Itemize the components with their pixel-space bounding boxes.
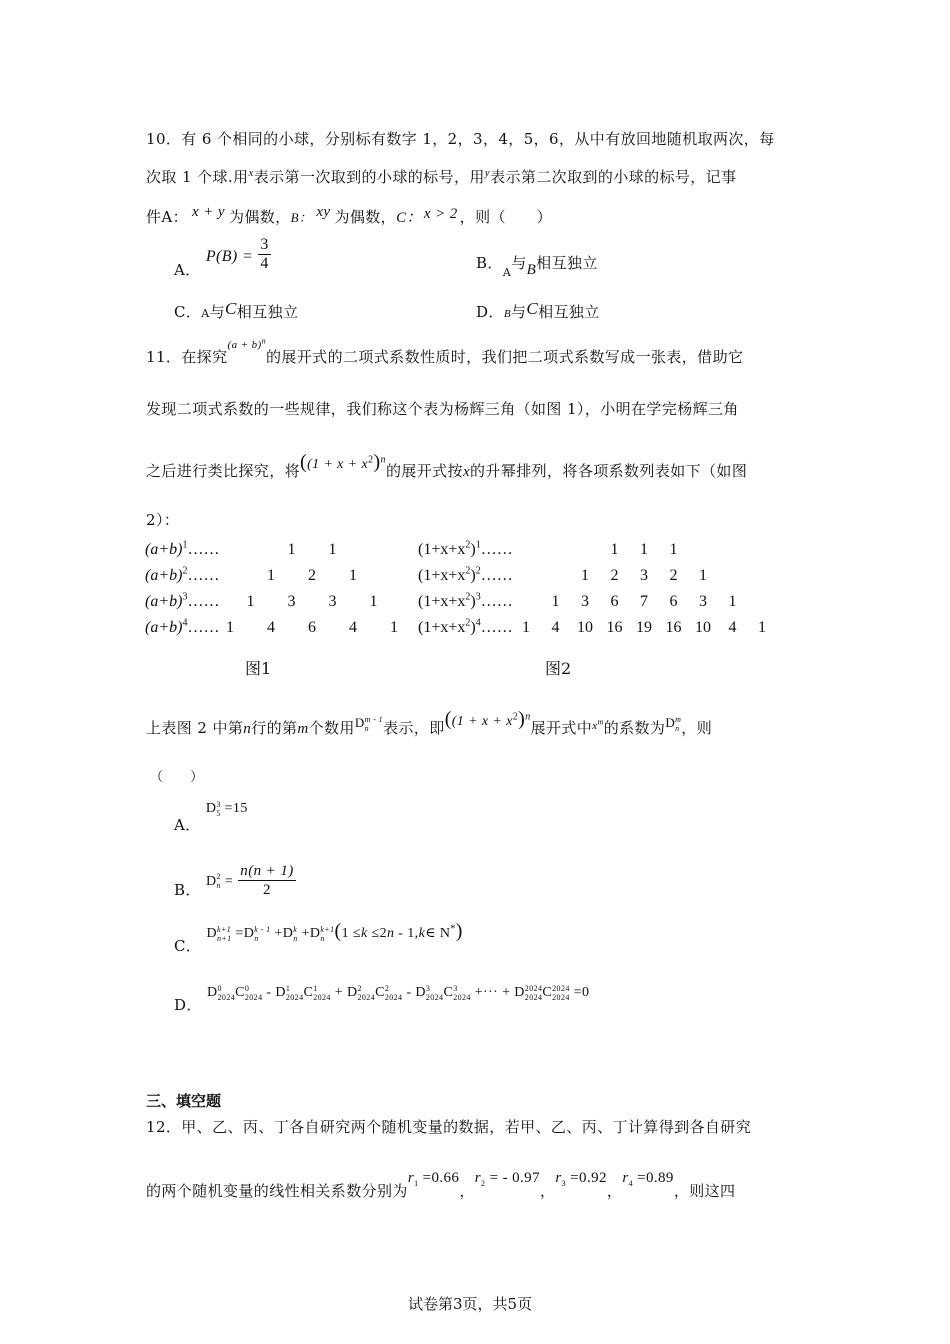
fig1-value: 3 (328, 593, 337, 610)
fig2-value: 1 (581, 567, 589, 584)
fig1-value: 6 (308, 619, 316, 636)
q10-line1: 10．有 6 个相同的小球，分别标有数字 1，2，3，4，5，6，从中有放回地随机取两次，每 (146, 130, 775, 148)
fig1-value: 4 (349, 619, 357, 636)
q10-line2: 次取 1 个球.用$^x$表示第一次取到的小球的标号，用$^y$表示第二次取到的小球的标号，记事 (146, 167, 737, 186)
q11-option-d: D． D 0 2024 C 0 2024 - D 1 2024 C 1 2024 + D 2 2024 C 2 2024 - D 3 2024 C 3 2024 +··· + D 2024 2024 C 2024 2024 =0 (174, 983, 590, 1014)
fig2-value: 1 (610, 541, 619, 558)
fig1-value: 4 (267, 619, 275, 636)
q10-line3: 件A： x + y 为偶数，B： xy 为偶数，C： x > 2 ，则（ ） (146, 204, 553, 226)
fig2-row-label: $(1+x+x^2)^2\dots\dots$ (418, 565, 513, 584)
fig2-row-label: $(1+x+x^2)^1\dots\dots$ (418, 539, 513, 558)
fig1-value: 1 (328, 541, 337, 558)
fig1-value: 2 (308, 567, 316, 584)
q11-line3: 之后进行类比探究，将($(1 + x + x^2)^n$的展开式按x的升幂排列，将各项系数列表如下（如图 (146, 451, 748, 480)
fig2-value: 1 (699, 567, 707, 584)
fig2-value: 4 (728, 619, 737, 636)
fig1-value: 1 (390, 619, 398, 636)
fig2-value: 19 (636, 619, 652, 636)
fig2-row-label: $(1+x+x^2)^3\dots\dots$ (418, 591, 513, 610)
fig1-value: 1 (226, 619, 234, 636)
fig2-value: 1 (728, 593, 737, 610)
fig1-value: 1 (267, 567, 275, 584)
fig2-value: 16 (606, 619, 623, 636)
fig1-row-label: $(a+b)^1\dots\dots$ (145, 539, 220, 558)
fig1-row-label: $(a+b)^4\dots\dots$ (145, 617, 220, 636)
fig2-value: 1 (669, 541, 678, 558)
fig2-value: 3 (581, 593, 589, 610)
fig2-value: 16 (665, 619, 682, 636)
fig2-value: 6 (669, 593, 678, 610)
fig2-value: 3 (640, 567, 648, 584)
q10-option-c: C．A与C相互独立 (174, 299, 299, 321)
q10-option-b: B．$_A$与B相互独立 (476, 254, 598, 279)
fig1-value: 3 (287, 593, 296, 610)
fig1-value: 1 (246, 593, 255, 610)
figure-2-caption: 图2 (545, 659, 572, 678)
fig1-row-label: $(a+b)^3\dots\dots$ (145, 591, 220, 610)
fig2-value: 7 (640, 593, 648, 610)
fig2-value: 1 (640, 541, 648, 558)
fig1-value: 1 (369, 593, 378, 610)
q12-line1: 12．甲、乙、丙、丁各自研究两个随机变量的数据，若甲、乙、丙、丁计算得到各自研究 (146, 1118, 752, 1136)
fig2-value: 10 (695, 619, 711, 636)
fig1-value: 1 (349, 567, 357, 584)
fig2-value: 3 (699, 593, 707, 610)
fig1-row-label: $(a+b)^2\dots\dots$ (145, 565, 220, 584)
fig2-value: 2 (610, 567, 619, 584)
fig2-value: 6 (610, 593, 619, 610)
fig2-value: 1 (551, 593, 560, 610)
q11-option-c-formula: D k+1 n+1 =D k - 1 n +D k n +D k+1 n (1 ≤k ≤2n - 1,k∈ N*) (206, 920, 463, 943)
q11-option-d-formula: D 0 2024 C 0 2024 - D 1 2024 C 1 2024 + D 2 2024 C 2 2024 - D 3 2024 C 3 2024 +··· + D 2024 2024 C 2024 2024 =0 (207, 983, 590, 1002)
fig2-value: 1 (758, 619, 766, 636)
fig2-row-label: $(1+x+x^2)^4\dots\dots$ (418, 617, 513, 636)
fig1-value: 1 (287, 541, 296, 558)
fig2-value: 2 (669, 567, 678, 584)
fig2-value: 10 (577, 619, 593, 636)
q12-line2: 的两个随机变量的线性相关系数分别为$r_1 =0.66$，$r_2$ = - 0.97，$r_3 =0.92$，$r_4 =0.89$，则这四 (146, 1170, 736, 1200)
section-heading: 三、填空题 (146, 1092, 222, 1110)
fig2-value: 1 (522, 619, 530, 636)
q10-option-d: D．B与C相互独立 (476, 299, 600, 321)
q11-line4: 2）： (146, 511, 180, 529)
q11-option-c: C． D k+1 n+1 =D k - 1 n +D k n +D k+1 n (1 ≤k ≤2n - 1,k∈ N*) (174, 920, 463, 955)
q11-description: 上表图 2 中第n行的第m个数用D m - 1 n 表示，即($(1 + x + x^2)^n$展开式中$^{x^m}$的系数为D m n ，则 (146, 708, 713, 737)
fig2-value: 4 (551, 619, 560, 636)
q11-line1: 11．在探究$^{(a + b)^n}$的展开式的二项式系数性质时，我们把二项式系数写成一张表，借助它 (146, 336, 744, 366)
page-footer: 试卷第3页，共5页 (408, 1295, 533, 1313)
q10-option-a: A． P(B) = $\frac{3}{4}$ (174, 236, 269, 279)
q11-line2: 发现二项式系数的一些规律，我们称这个表为杨辉三角（如图 1），小明在学完杨辉三角 (146, 400, 739, 418)
q11-option-a: A． D 3 5 =15 (174, 799, 248, 834)
q11-option-b: B． D 2 n = $\frac{n(n + 1)}{2}$ (174, 863, 294, 899)
figure-1-caption: 图1 (245, 659, 272, 678)
q11-answer-paren: （ ） (150, 770, 204, 785)
